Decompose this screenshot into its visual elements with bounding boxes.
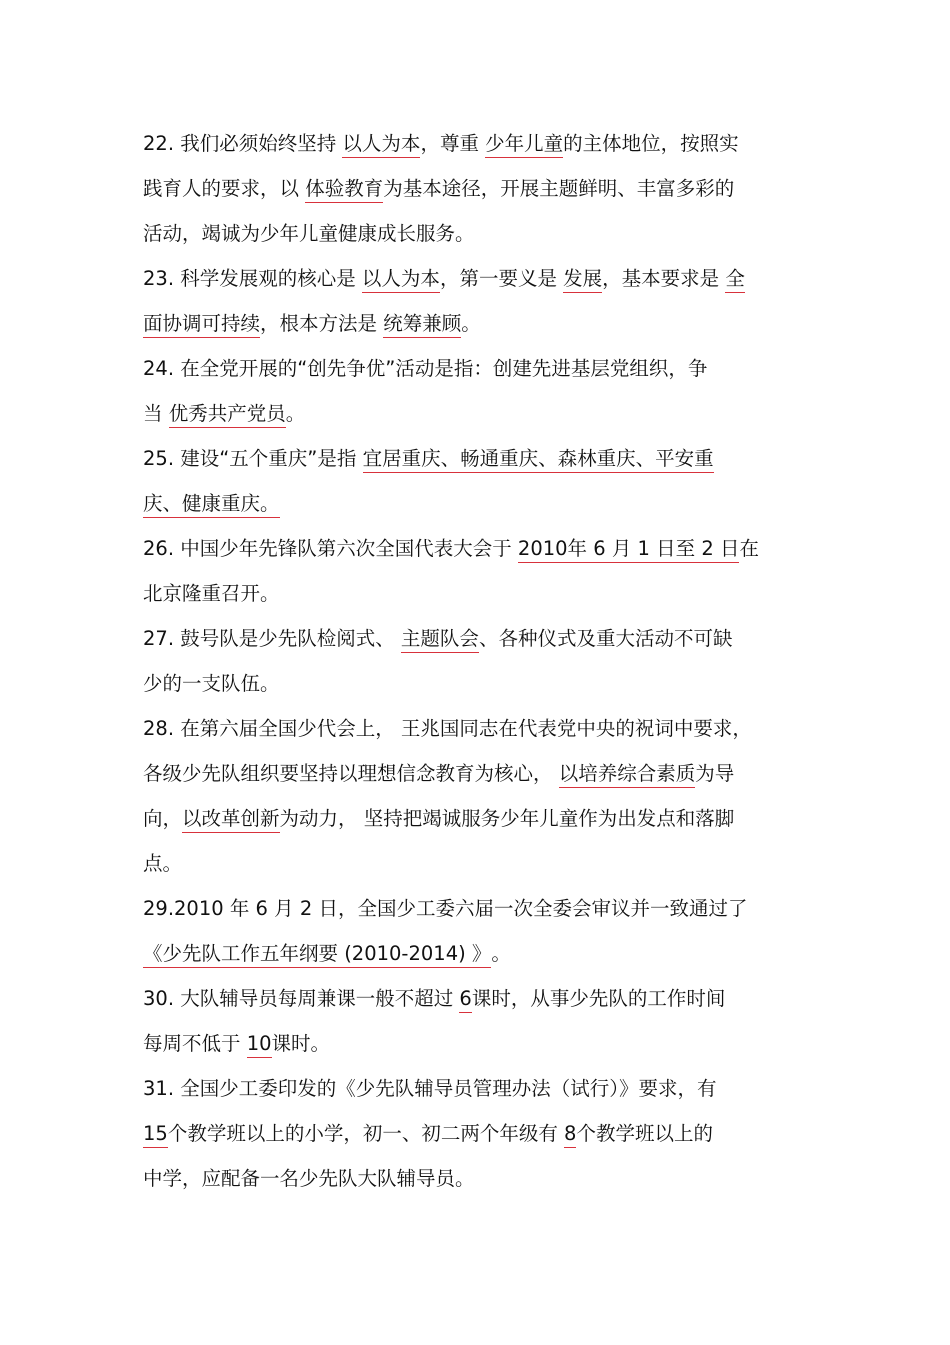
text-segment: 27. 鼓号队是少先队检阅式、: [143, 627, 401, 650]
answer-blank: 以人为本: [362, 267, 440, 293]
text-segment: 课时，从事少先队的工作时间: [471, 987, 726, 1010]
answer-blank: 以人为本: [342, 132, 420, 158]
text-line: [143, 805, 734, 833]
text-line: [143, 895, 747, 923]
text-line: [143, 1165, 475, 1193]
text-segment: 26. 中国少年先锋队第六次全国代表大会于: [143, 537, 518, 560]
text-line: [143, 400, 305, 428]
text-segment: ，根本方法是: [260, 312, 384, 335]
answer-blank: 2010年 6 月 1 日至 2 日: [518, 537, 740, 563]
text-segment: 的主体地位，按照实: [563, 132, 739, 155]
text-segment: 当: [143, 402, 169, 425]
text-segment: 31. 全国少工委印发的《少先队辅导员管理办法（试行）》要求，有: [143, 1077, 717, 1100]
answer-blank: 体验教育: [305, 177, 383, 203]
answer-blank: 10: [247, 1032, 272, 1058]
text-line: [143, 490, 280, 518]
answer-blank: 《少先队工作五年纲要 (2010-2014) 》: [143, 942, 491, 968]
text-line: [143, 625, 732, 653]
text-segment: 为动力， 坚持把竭诚服务少年儿童作为出发点和落脚: [279, 807, 735, 830]
text-segment: 30. 大队辅导员每周兼课一般不超过: [143, 987, 460, 1010]
text-segment: 29.2010 年 6 月 2 日，全国少工委六届一次全委会审议并一致通过了: [143, 897, 748, 920]
text-segment: 向，: [143, 807, 183, 830]
text-segment: 个教学班以上的: [576, 1122, 713, 1145]
text-line: [143, 310, 481, 338]
answer-blank: 宜居重庆、畅通重庆、森林重庆、平安重: [363, 447, 714, 473]
text-segment: 28. 在第六届全国少代会上， 王兆国同志在代表党中央的祝词中要求，: [143, 717, 752, 740]
text-segment: ，第一要义是: [439, 267, 564, 290]
text-segment: 活动，竭诚为少年儿童健康成长服务。: [143, 222, 475, 245]
text-segment: 23. 科学发展观的核心是: [143, 267, 362, 290]
text-segment: 、各种仪式及重大活动不可缺: [478, 627, 733, 650]
text-segment: 各级少先队组织要坚持以理想信念教育为核心，: [143, 762, 559, 785]
text-segment: 24. 在全党开展的“创先争优”活动是指：创建先进基层党组织，争: [143, 357, 708, 380]
answer-blank: 全: [725, 267, 745, 293]
text-segment: 每周不低于: [143, 1032, 247, 1055]
text-segment: 课时。: [271, 1032, 331, 1055]
text-segment: 践育人的要求，以: [143, 177, 306, 200]
text-line: [143, 670, 280, 698]
text-line: [143, 265, 745, 293]
text-line: [143, 715, 752, 743]
answer-blank: 6: [459, 987, 471, 1013]
text-segment: 22. 我们必须始终坚持: [143, 132, 343, 155]
answer-blank: 庆、健康重庆。: [143, 492, 280, 518]
answer-blank: 少年儿童: [485, 132, 563, 158]
answer-blank: 15: [143, 1122, 168, 1148]
text-segment: 点。: [143, 852, 183, 875]
text-segment: 为导: [695, 762, 735, 785]
text-segment: 少的一支队伍。: [143, 672, 280, 695]
text-line: [143, 1030, 330, 1058]
text-segment: ，尊重: [420, 132, 486, 155]
text-line: [143, 850, 182, 878]
text-line: [143, 580, 280, 608]
answer-blank: 面协调可持续: [143, 312, 260, 338]
text-segment: 个教学班以上的小学，初一、初二两个年级有: [167, 1122, 565, 1145]
text-segment: 。: [461, 312, 481, 335]
text-segment: 。: [285, 402, 306, 425]
answer-blank: 统筹兼顾: [383, 312, 461, 338]
text-line: [143, 1120, 713, 1148]
text-line: [143, 130, 739, 158]
text-segment: 25. 建设“五个重庆”是指: [143, 447, 363, 470]
text-line: [143, 985, 725, 1013]
text-line: [143, 760, 734, 788]
answer-blank: 以改革创新: [182, 807, 280, 833]
text-segment: 在: [739, 537, 759, 560]
text-segment: 中学，应配备一名少先队大队辅导员。: [143, 1167, 475, 1190]
answer-blank: 主题队会: [401, 627, 479, 653]
text-line: [143, 220, 475, 248]
text-line: [143, 175, 734, 203]
text-line: [143, 355, 707, 383]
text-segment: 北京隆重召开。: [143, 582, 280, 605]
answer-blank: 优秀共产党员: [169, 402, 286, 428]
answer-blank: 8: [564, 1122, 576, 1148]
text-line: [143, 535, 759, 563]
text-segment: 。: [491, 942, 511, 965]
text-line: [143, 1075, 716, 1103]
text-segment: 为基本途径，开展主题鲜明、丰富多彩的: [383, 177, 735, 200]
text-line: [143, 940, 511, 968]
answer-blank: 发展: [563, 267, 602, 293]
text-line: [143, 445, 714, 473]
text-segment: ，基本要求是: [602, 267, 726, 290]
answer-blank: 以培养综合素质: [559, 762, 696, 788]
